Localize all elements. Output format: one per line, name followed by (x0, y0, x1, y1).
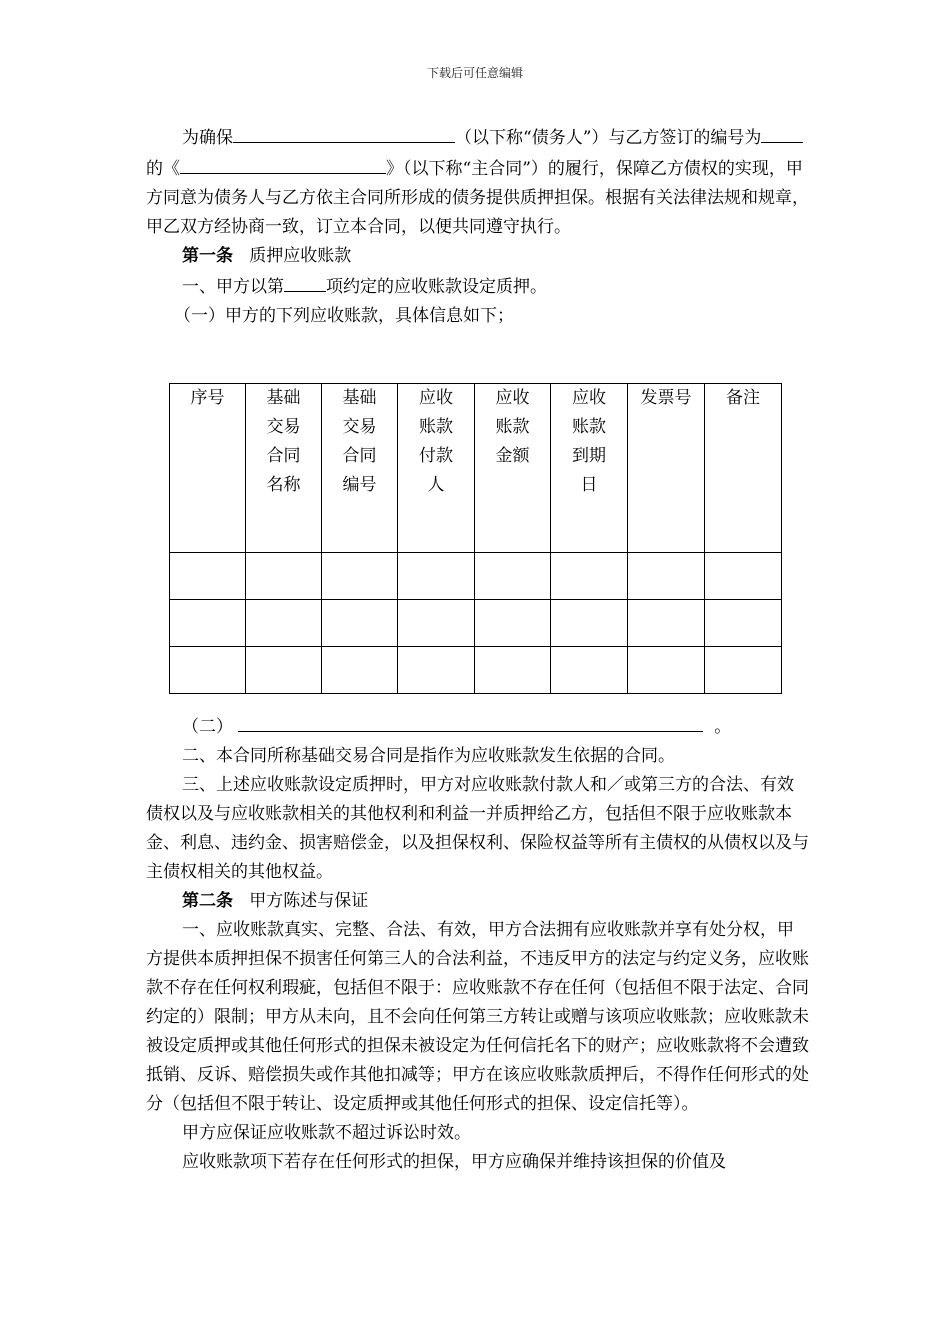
header-remarks-label: 备注 (726, 388, 760, 408)
header-contract-number-label: 基础交易合同编号 (342, 388, 377, 495)
article-1-number: 第一条 (182, 246, 233, 266)
sub-2-label: （二） (182, 717, 233, 737)
article-2-paragraph-3: 应收账款项下若存在任何形式的担保，甲方应确保并维持该担保的价值及 (182, 1152, 726, 1172)
article-2-item-1: 一、应收账款真实、完整、合法、有效，甲方合法拥有应收账款并享有处分权，甲方提供本质押担保不损害任何第三人的合法利益，不违反甲方的法定与约定义务，应收账款不存在任何权利瑕疵，包括但不限于：应收账款不存在任何（包括但不限于法定、合同约定的）限制；甲方从未向，且不会向任何第三方转让或赠与该项应收账款；应收账款未被设定质押或其他任何形式的担保未被设定为任何信托名下的财产；应收账款将不会遭致抵销、反诉、赔偿损失或作其他扣减等；甲方在该应收账款质押后，不得作任何形式的处分（包括但不限于转让、设定质押或其他任何形式的担保、设定信托等）。 (146, 920, 809, 1114)
table-cell[interactable] (246, 553, 322, 600)
article-1-item-1-text-a: 一、甲方以第 (182, 277, 284, 297)
article-2-paragraph-2: 甲方应保证应收账款不超过诉讼时效。 (182, 1123, 471, 1143)
contract-body-continued (146, 711, 810, 1177)
table-cell[interactable] (246, 647, 322, 694)
article-2-number: 第二条 (182, 891, 233, 911)
table-cell[interactable] (475, 553, 551, 600)
table-row (170, 600, 782, 647)
table-cell[interactable] (551, 647, 628, 694)
header-invoice-label: 发票号 (640, 388, 692, 408)
table-cell[interactable] (322, 553, 398, 600)
table-cell[interactable] (322, 600, 398, 647)
item-number-blank[interactable] (284, 271, 326, 292)
table-cell[interactable] (398, 647, 475, 694)
header-payer (398, 384, 475, 553)
header-due-date (551, 384, 628, 553)
contract-number-blank[interactable] (761, 122, 803, 143)
article-1-heading (146, 242, 810, 271)
article-1-sub-2 (146, 711, 810, 742)
table-cell[interactable] (628, 553, 705, 600)
table-header-row (170, 384, 782, 553)
intro-text-4: 》（以下称“主合同”）的履行，保障乙方债权的实现，甲方同意为债务人与乙方依主合同所形成的债务提供质押担保。根据有关法律法规和规章，甲乙双方经协商一致，订立本合同，以便共同遵守执行。 (146, 159, 809, 237)
table-cell[interactable] (322, 647, 398, 694)
table-row (170, 647, 782, 694)
article-2-heading (146, 887, 810, 916)
header-contract-number (322, 384, 398, 553)
article-1-sub-1: （一）甲方的下列应收账款，具体信息如下； (174, 306, 514, 326)
sub-2-period: 。 (714, 717, 732, 737)
header-contract-name-label: 基础交易合同名称 (266, 388, 301, 495)
header-due-date-label: 应收账款到期日 (572, 388, 606, 495)
header-remarks (705, 384, 782, 553)
article-1-item-3: 三、上述应收账款设定质押时，甲方对应收账款付款人和／或第三方的合法、有效债权以及与应收账款相关的其他权利和利益一并质押给乙方，包括但不限于应收账款本金、利息、违约金、损害赔偿金，以及担保权利、保险权益等所有主债权的从债权以及与主债权相关的其他权益。 (146, 775, 809, 882)
table-cell[interactable] (398, 553, 475, 600)
header-serial (170, 384, 246, 553)
table-cell[interactable] (170, 600, 246, 647)
table-cell[interactable] (628, 647, 705, 694)
article-1-title: 质押应收账款 (249, 246, 352, 266)
table-cell[interactable] (170, 553, 246, 600)
intro-text-1: 为确保 (182, 128, 233, 148)
article-2-title: 甲方陈述与保证 (249, 891, 369, 911)
sub-2-blank[interactable] (238, 711, 703, 732)
header-amount-label: 应收账款金额 (495, 388, 530, 466)
header-invoice (628, 384, 705, 553)
table-cell[interactable] (705, 553, 782, 600)
table-cell[interactable] (475, 600, 551, 647)
table-cell[interactable] (551, 600, 628, 647)
table-cell[interactable] (246, 600, 322, 647)
table-cell[interactable] (705, 647, 782, 694)
table-cell[interactable] (398, 600, 475, 647)
intro-paragraph (146, 122, 810, 242)
article-1-item-2: 二、本合同所称基础交易合同是指作为应收账款发生依据的合同。 (182, 746, 675, 766)
header-contract-name (246, 384, 322, 553)
table-cell[interactable] (705, 600, 782, 647)
receivables-table (169, 383, 782, 694)
intro-text-3: 的《 (146, 159, 180, 179)
contract-body (146, 122, 810, 331)
main-contract-name-blank[interactable] (180, 153, 386, 174)
table-cell[interactable] (475, 647, 551, 694)
header-serial-label: 序号 (190, 388, 225, 408)
header-payer-label: 应收账款付款人 (419, 388, 453, 495)
header-amount (475, 384, 551, 553)
article-1-item-1-text-b: 项约定的应收账款设定质押。 (326, 277, 547, 297)
page-header-note: 下载后可任意编辑 (426, 66, 523, 80)
table-cell[interactable] (170, 647, 246, 694)
table-cell[interactable] (551, 553, 628, 600)
table-cell[interactable] (628, 600, 705, 647)
article-1-item-1 (146, 271, 810, 302)
debtor-blank[interactable] (233, 122, 455, 143)
intro-text-2: （以下称“债务人”）与乙方签订的编号为 (455, 128, 762, 148)
table-row (170, 553, 782, 600)
